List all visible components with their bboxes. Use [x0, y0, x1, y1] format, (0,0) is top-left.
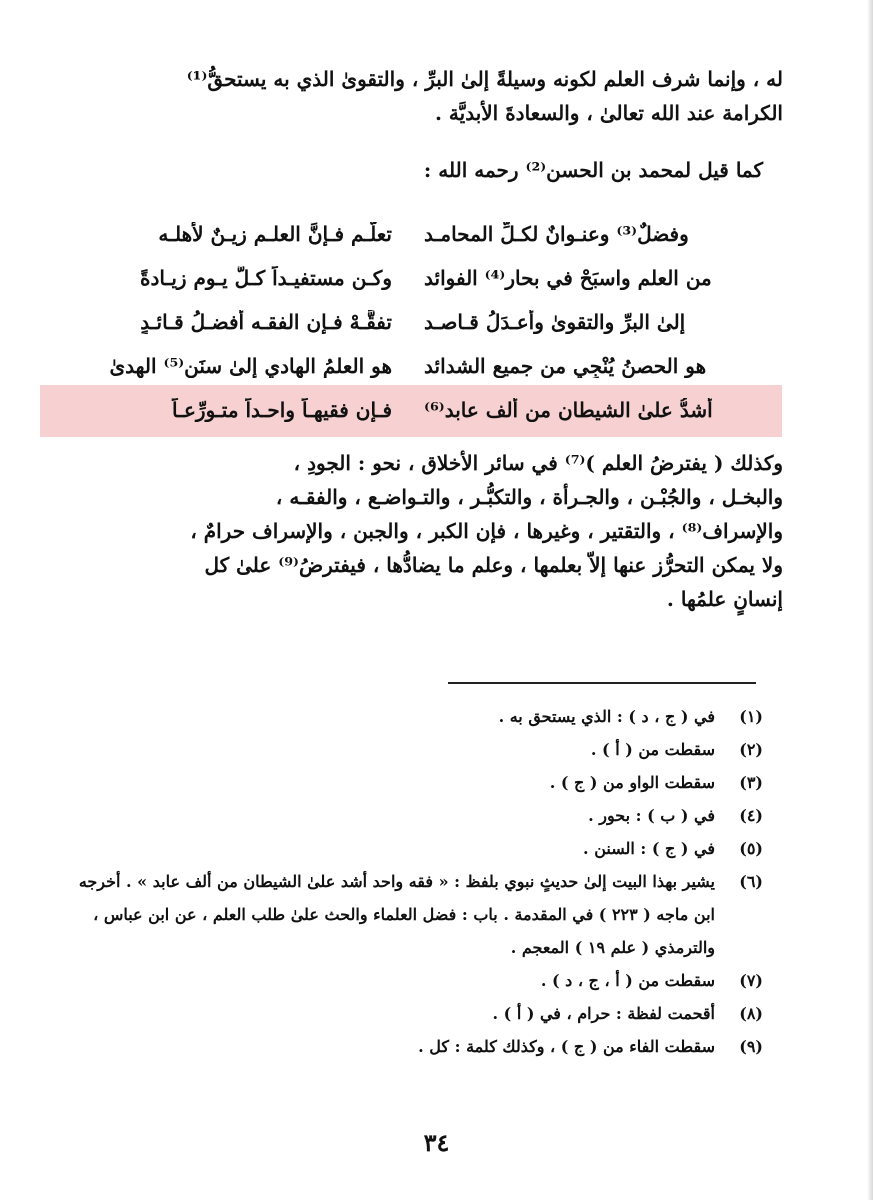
footnote — [60, 799, 763, 832]
verse-intro: كما قيل لمحمد بن الحسن⁽²⁾ رحمه الله : — [423, 158, 763, 182]
verse-row-highlighted — [62, 388, 754, 432]
verse-first-hemistich: هو العلمُ الهادي إلىٰ سنَن⁽⁵⁾ الهدىٰ — [109, 354, 392, 378]
poem-verses — [62, 212, 754, 432]
verse-row — [62, 300, 754, 344]
page-number: ٣٤ — [423, 1128, 450, 1157]
top-paragraph — [58, 62, 783, 130]
footnote-text: في ( ب ) : بحور . — [588, 806, 715, 825]
verse-second-hemistich: أشدُّ علىٰ الشيطان من ألف عابد⁽⁶⁾ — [424, 398, 713, 422]
footnote — [60, 865, 763, 964]
footnote-text: سقطت الواو من ( ج ) . — [549, 773, 715, 792]
paragraph-line: والإسراف⁽⁸⁾ ، والتقتير ، وغيرها ، فإن الكبر ، والجبن ، والإسراف حرامٌ ، — [190, 519, 783, 543]
verse-row — [62, 256, 754, 300]
footnote-text: سقطت الفاء من ( ج ) ، وكذلك كلمة : كل . — [418, 1037, 715, 1056]
footnote-number: (٦) — [739, 872, 763, 891]
footnote — [60, 733, 763, 766]
verse-second-hemistich: وفضلٌ⁽³⁾ وعنـوانٌ لكـلِّ المحامـد — [424, 222, 689, 246]
footnotes — [60, 700, 763, 1063]
paragraph-line: وكذلك ( يفترضُ العلم )⁽⁷⁾ في سائر الأخلاق ، نحو : الجودِ ، — [293, 451, 783, 475]
footnote-number: (٩) — [739, 1037, 763, 1056]
paragraph-line: ولا يمكن التحرُّز عنها إلاّ بعلمها ، وعلم ما يضادُّها ، فيفترضُ⁽⁹⁾ علىٰ كل — [204, 553, 783, 577]
verse-second-hemistich: إلىٰ البرِّ والتقوىٰ وأعـدَلُ قـاصـد — [424, 310, 686, 334]
verse-row — [62, 344, 754, 388]
footnote-number: (٧) — [739, 971, 763, 990]
paragraph-line: إنسانٍ علمُها . — [666, 587, 783, 611]
verse-row — [62, 212, 754, 256]
verse-first-hemistich: وكـن مستفيـداً كـلَّ يـومٍ زيـادةً — [139, 266, 392, 290]
paragraph-line: له ، وإنما شرف العلم لكونه وسيلةً إلىٰ البرِّ ، والتقوىٰ الذي به يستحقُّ⁽¹⁾ — [186, 67, 783, 91]
footnote-number: (٥) — [739, 839, 763, 858]
footnote — [60, 1030, 763, 1063]
footnote-number: (٣) — [739, 773, 763, 792]
footnote — [60, 832, 763, 865]
footnote-text: أقحمت لفظة : حرام ، في ( أ ) . — [492, 1004, 715, 1023]
footnote-text: يشير بهذا البيت إلىٰ حديثٍ نبوي بلفظ : « فقه واحد أشد علىٰ الشيطان من ألف عابد » . أخرجه ابن ماجه ( ٢٢٣ ) في المقدمة . باب : فضل العلماء والحث علىٰ طلب العلم ، عن ابن عباس ، والترمذي ( علم ١٩ ) المعجم . — [78, 872, 715, 957]
footnote-text: سقطت من ( أ ، ج ، د ) . — [540, 971, 715, 990]
verse-first-hemistich: تفقَّـهْ فـإن الفقـه أفضـلُ قـائـدٍ — [140, 310, 392, 334]
footnote-number: (٤) — [739, 806, 763, 825]
scan-edge-shadow — [867, 0, 873, 1200]
verse-first-hemistich: فـإن فقيهـاً واحـداً متـورِّعـاً — [172, 398, 392, 422]
footnote — [60, 964, 763, 997]
bottom-paragraph — [58, 446, 783, 616]
footnote-number: (١) — [739, 707, 763, 726]
verse-first-hemistich: تعلَّـم فـإنَّ العلـم زيـنٌ لأهلـه — [158, 222, 392, 246]
footnote — [60, 997, 763, 1030]
verse-second-hemistich: هو الحصنُ يُنْجِي من جميع الشدائد — [424, 354, 707, 378]
footnote-text: في ( ج ، د ) : الذي يستحق به . — [498, 707, 715, 726]
footnote-text: سقطت من ( أ ) . — [590, 740, 715, 759]
footnote-number: (٢) — [739, 740, 763, 759]
footnote — [60, 766, 763, 799]
footnote — [60, 700, 763, 733]
footnote-number: (٨) — [739, 1004, 763, 1023]
footnote-separator — [448, 682, 756, 684]
verse-second-hemistich: من العلم واسبَحْ في بحار⁽⁴⁾ الفوائد — [424, 266, 712, 290]
paragraph-line: والبخـل ، والجُبْـن ، والجـرأة ، والتكبُّـر ، والتـواضـع ، والفقـه ، — [275, 485, 783, 509]
footnote-text: في ( ج ) : السنن . — [583, 839, 715, 858]
paragraph-line: الكرامة عند الله تعالىٰ ، والسعادةَ الأبديَّة . — [434, 101, 783, 125]
